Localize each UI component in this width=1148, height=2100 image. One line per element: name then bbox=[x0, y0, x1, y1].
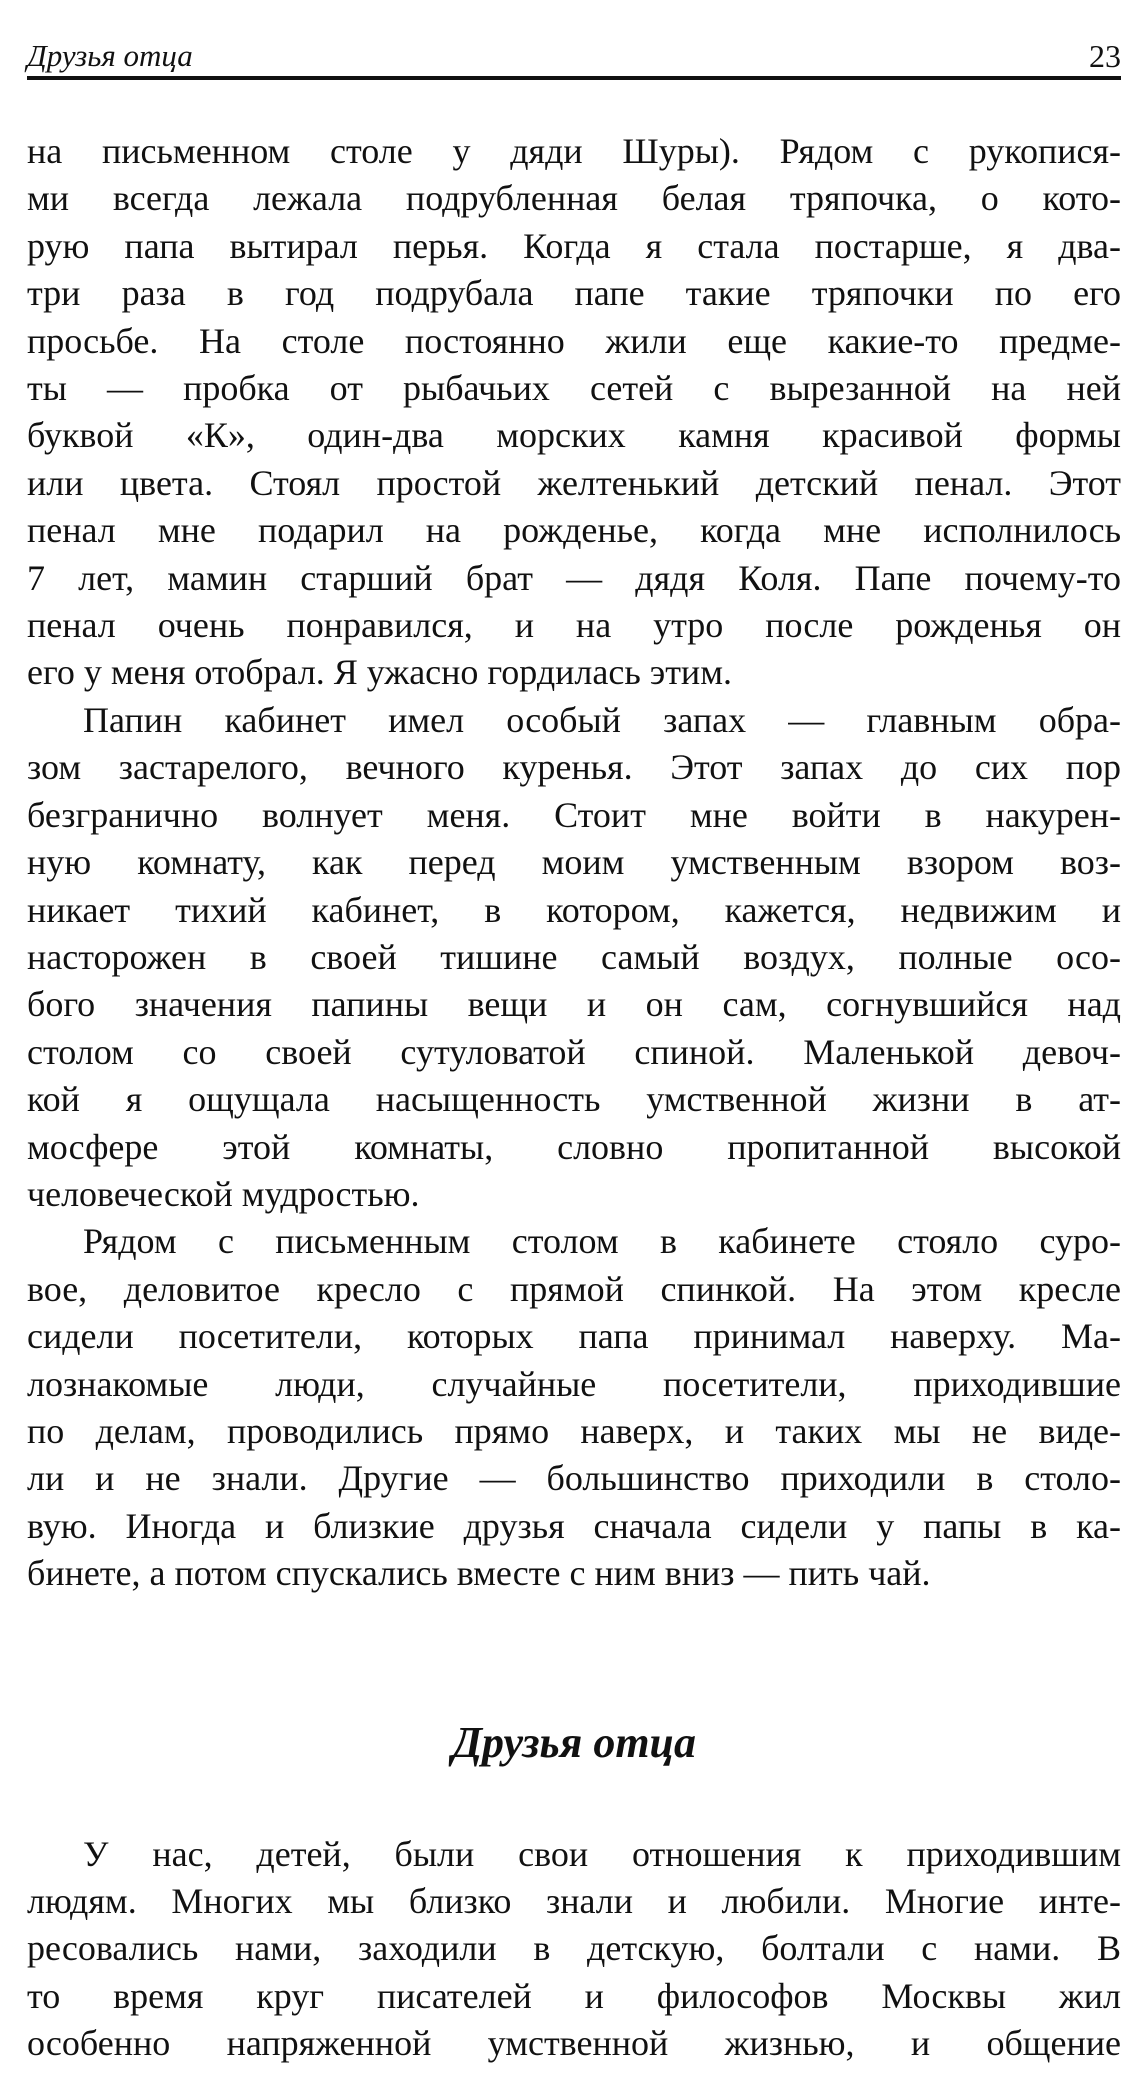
text-line: лознакомые люди, случайные посетители, приходившие bbox=[27, 1363, 1121, 1404]
text-line: просьбе. На столе постоянно жили еще какие-то предме- bbox=[27, 320, 1121, 361]
text-line: по делам, проводились прямо наверх, и таких мы не виде- bbox=[27, 1410, 1121, 1451]
body-text bbox=[27, 128, 1121, 2068]
book-page bbox=[27, 30, 1121, 2068]
text-line: Рядом с письменным столом в кабинете стояло суро- bbox=[83, 1221, 1121, 1262]
paragraph-3 bbox=[27, 1218, 1121, 1597]
text-line: пенал очень понравился, и на утро после рожденья он bbox=[27, 605, 1121, 646]
text-line: столом со своей сутуловатой спиной. Маленькой девоч- bbox=[27, 1031, 1121, 1072]
text-line: вую. Иногда и близкие друзья сначала сидели у папы в ка- bbox=[27, 1505, 1121, 1546]
text-line: бого значения папины вещи и он сам, согнувшийся над bbox=[27, 984, 1121, 1025]
text-line: Папин кабинет имел особый запах — главным обра- bbox=[83, 699, 1121, 740]
text-line: его у меня отобрал. Я ужасно гордилась этим. bbox=[27, 652, 732, 693]
text-line: три раза в год подрубала папе такие тряпочки по его bbox=[27, 273, 1121, 314]
text-line: особенно напряженной умственной жизнью, и общение bbox=[27, 2023, 1121, 2064]
text-line: людям. Многих мы близко знали и любили. Многие инте- bbox=[27, 1881, 1121, 1921]
text-line: зом застарелого, вечного куренья. Этот запах до сих пор bbox=[27, 747, 1121, 788]
running-header bbox=[27, 30, 1121, 80]
text-line: У нас, детей, были свои отношения к приходившим bbox=[83, 1833, 1121, 1874]
text-line: кой я ощущала насыщенность умственной жизни в ат- bbox=[27, 1079, 1121, 1120]
text-line: пенал мне подарил на рожденье, когда мне исполнилось bbox=[27, 510, 1121, 551]
text-line: сидели посетители, которых папа принимал наверху. Ма- bbox=[27, 1316, 1121, 1357]
text-line: ли и не знали. Другие — большинство приходили в столо- bbox=[27, 1458, 1121, 1499]
section-title: Друзья отца bbox=[451, 1717, 697, 1767]
text-line: человеческой мудростью. bbox=[27, 1173, 420, 1214]
text-line: ты — пробка от рыбачьих сетей с вырезанной на ней bbox=[27, 368, 1121, 409]
text-line: насторожен в своей тишине самый воздух, полные осо- bbox=[27, 936, 1121, 977]
text-line: то время круг писателей и философов Москвы жил bbox=[27, 1975, 1121, 2016]
section-paragraph bbox=[27, 1831, 1121, 2068]
text-line: вое, деловитое кресло с прямой спинкой. На этом кресле bbox=[27, 1268, 1121, 1309]
text-line: рую папа вытирал перья. Когда я стала постарше, я два- bbox=[27, 225, 1121, 266]
text-line: или цвета. Стоял простой желтенький детский пенал. Этот bbox=[27, 462, 1121, 503]
text-line: ми всегда лежала подрубленная белая тряпочка, о кото- bbox=[27, 178, 1121, 219]
page-number: 23 bbox=[1089, 38, 1121, 74]
text-line: ную комнату, как перед моим умственным взором воз- bbox=[27, 842, 1121, 883]
text-line: бинете, а потом спускались вместе с ним вниз — пить чай. bbox=[27, 1553, 931, 1594]
paragraph-1 bbox=[27, 128, 1121, 697]
text-line: буквой «К», один-два морских камня красивой формы bbox=[27, 415, 1121, 456]
text-line: на письменном столе у дяди Шуры). Рядом с рукопися- bbox=[27, 131, 1121, 171]
text-line: 7 лет, мамин старший брат — дядя Коля. Папе почему-то bbox=[27, 557, 1121, 598]
running-title: Друзья отца bbox=[27, 38, 193, 73]
text-line: никает тихий кабинет, в котором, кажется, недвижим и bbox=[27, 889, 1121, 930]
text-line: мосфере этой комнаты, словно пропитанной высокой bbox=[27, 1126, 1121, 1167]
text-line: безгранично волнует меня. Стоит мне войти в накурен- bbox=[27, 794, 1121, 835]
paragraph-2 bbox=[27, 697, 1121, 1218]
text-line: ресовались нами, заходили в детскую, болтали с нами. В bbox=[27, 1928, 1121, 1969]
